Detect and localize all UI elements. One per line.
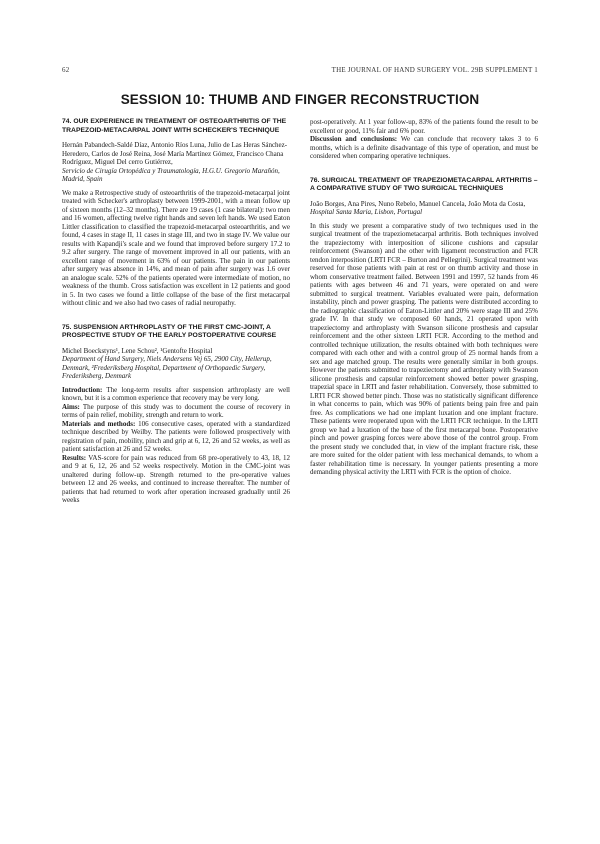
methods-paragraph xyxy=(62,420,290,454)
running-header xyxy=(62,66,538,78)
authors xyxy=(310,200,538,217)
section-text: 106 consecutive cases, operated with a standardized technique described by Weilby. The patients were followed prospectively with registration of pain, mobility, pinch and grip at 6, 12, 26 and 52 weeks, as well as patient satisfaction at 26 and 52 weeks. xyxy=(62,419,290,453)
section-label: Introduction: xyxy=(62,385,103,394)
right-column xyxy=(310,118,538,493)
page-number: 62 xyxy=(62,66,70,74)
paragraph: post-operatively. At 1 year follow-up, 83% of the patients found the result to be excellent or good, 11% fair and 6% poor. xyxy=(310,118,538,135)
paragraph: In this study we present a comparative study of two techniques used in the surgical treatment of the trapeziometacarpal arthritis. Both techniques involved the trapeziectomy with interposition of silicone cushions and capsular reinforcement (Swanson) and the other with ligament reconstruction and FCR tendon interposition (LRTI FCR – Burton and Pellegrini). Surgical treatment was reserved for those patients with pain at rest or on thumb activity and those in whom conservative treatment failed. Between 1991 and 1997, 52 hands from 46 patients with ages between 46 and 71 years, were operated on and were submitted to surgical treatment. Variables evaluated were pain, deformation instability, pinch and power grasping. The patients were distributed according to the radiographic classification of Eaton-Littler and 20% were stage III and 25% grade IV. In that study we composed 60 hands, 21 operated upon with trapeziectomy and arthroplasty with Swanson silicone prosthesis and capsular reinforcement and the other sixteen LRTI FCR. According to the method and controlled technique utilization, the results obtained with both techniques were compared with each other and with a control group of 25 normal hands from a sex and age matched group. The results were generally similar in both groups. However the patients submitted to trapeziectomy and arthroplasty with Swanson silicone prosthesis and capsular reinforcement showed better power grasping, trapezial space in LRTI and faster rehabilitation. Conversely, those submitted to LRTI FCR showed better pinch. Those was no statistically significant difference in what concerns to pain, which was 90% of patients being pain free and pain free. As complications we had one implant luxation and one implant fracture. These patients were reoperated upon with the LRTI FCR technique. In the LRTI group we had a luxation of the base of the first metacarpal bone. Postoperative pinch and power grasping forces were above those of the control group. From the present study we concluded that, in view of the implant fracture risk, these are more suited for the older patient with less mechanical demands, to whom a faster rehabilitation time is necessary. In younger patients presenting a more demanding physical activity the LRTI with FCR is the option of choice. xyxy=(310,221,538,476)
section-text: The purpose of this study was to document the course of recovery in terms of pain relief, mobility, strength and return to work. xyxy=(62,402,290,419)
abstract-76 xyxy=(310,177,538,477)
section-label: Materials and methods: xyxy=(62,419,136,428)
abstract-body xyxy=(310,222,538,477)
abstract-body xyxy=(62,189,290,308)
abstract-title: 76. SURGICAL TREATMENT OF TRAPEZIOMETACARPAL ARTHRITIS – A COMPARATIVE STUDY OF TWO SURGICAL TECHNIQUES xyxy=(310,176,538,192)
session-title: SESSION 10: THUMB AND FINGER RECONSTRUCTION xyxy=(120,92,480,107)
authors: Michel Boeckstyns¹, Lene Schou², ¹Gentofte Hospital xyxy=(62,346,213,355)
discussion-paragraph xyxy=(310,135,538,161)
abstract-74 xyxy=(62,118,290,308)
abstract-body xyxy=(62,386,290,505)
affiliation: Hospital Santa Maria, Lisbon, Portugal xyxy=(310,208,423,216)
journal-title: THE JOURNAL OF HAND SURGERY VOL. 29B SUPPLEMENT 1 xyxy=(331,66,538,74)
section-text: VAS-score for pain was reduced from 68 pre-operatively to 43, 18, 12 and 9 at 6, 12, 26 and 52 weeks respectively. Motion in the CMC-joint was unaltered during follow-up. Strength returned to the pre-operative values between 12 and 26 weeks, and continued to increase thereafter. The number of patients that had returned to work after operation increased gradually until 26 weeks xyxy=(62,453,291,504)
left-column xyxy=(62,118,290,521)
section-text: The long-term results after suspension arthroplasty are well known, but it is a common experience that recovery may be very long. xyxy=(62,385,291,402)
affiliation: Department of Hand Surgery, Niels Andersens Vej 65, 2900 City, Hellerup, Denmark, ²Frederiksberg Hospital, Department of Orthopaedic Surgery, Frederiksberg, Denmark xyxy=(62,355,272,380)
results-paragraph xyxy=(62,454,290,505)
abstract-title: 75. SUSPENSION ARTHROPLASTY OF THE FIRST CMC-JOINT, A PROSPECTIVE STUDY OF THE EARLY POSTOPERATIVE COURSE xyxy=(62,323,277,339)
section-label: Discussion and conclusions: xyxy=(310,135,398,143)
abstract-body xyxy=(310,118,538,161)
author-names: João Borges, Ana Pires, Nuno Rebelo, Manuel Cancela, João Mota da Costa, xyxy=(310,199,526,208)
section-label: Results: xyxy=(62,453,87,462)
abstract-title: 74. OUR EXPERIENCE IN TREATMENT OF OSTEOARTHRITIS OF THE TRAPEZOID-METACARPAL JOINT WITH SCHECKER'S TECHNIQUE xyxy=(62,118,287,134)
abstract-75-continued xyxy=(310,118,538,161)
affiliation: Servicio de Cirugía Ortopédica y Traumatología, H.G.U. Gregorio Marañón, Madrid, Spain xyxy=(62,166,280,183)
section-text: We can conclude that recovery takes 3 to 6 months, which is a definite disadvantage of this type of operation, and must be considered when comparing operative techniques. xyxy=(310,135,538,160)
abstract-75 xyxy=(62,324,290,505)
aims-paragraph xyxy=(62,403,290,420)
section-label: Aims: xyxy=(62,402,80,411)
paragraph: We make a Retrospective study of osteoarthritis of the trapezoid-metacarpal joint treated with Schecker's arthroplasty between 1999-2001, with a mean follow up of sixteen months (12–32 months). There are 19 cases (1 case bilateral): two men and 16 women, affecting twelve right hands and seven left hands. We used Eaton Littler classification to classified the trapezoid-metacarpal osteoarthritis, and we found, 4 cases in stage II, 11 cases in stage III, and two in stage IV. We value our results with Kapandji's scale and we found that improved before surgery 17.2 to 9.2 after surgery. The range of movement improved in all our patients, with an excellent range of movement in 63% of our patients. The pain in our patients after surgery was absence in 14%, and mean of pain after surgery was 1.6 over an analogue scale. 52% of the patients operated were intermediate of motion, no weakness of the thumb. Cross satisfaction was excellent in 12 patients and good in 5. In two cases we found a little collapse of the base of the first metacarpal without clinic and we also had two cases of radial neuropathy. xyxy=(62,188,290,307)
authors: Hernán Pabandech-Saldé Díaz, Antonio Ríos Luna, Julio de Las Heras Sánchez-Heredero, Carlos de José Reina, José María Martínez Gómez, Francisco Chana Rodríguez, Miguel Del cerro Gutiérrez, xyxy=(62,141,288,166)
intro-paragraph xyxy=(62,386,290,403)
